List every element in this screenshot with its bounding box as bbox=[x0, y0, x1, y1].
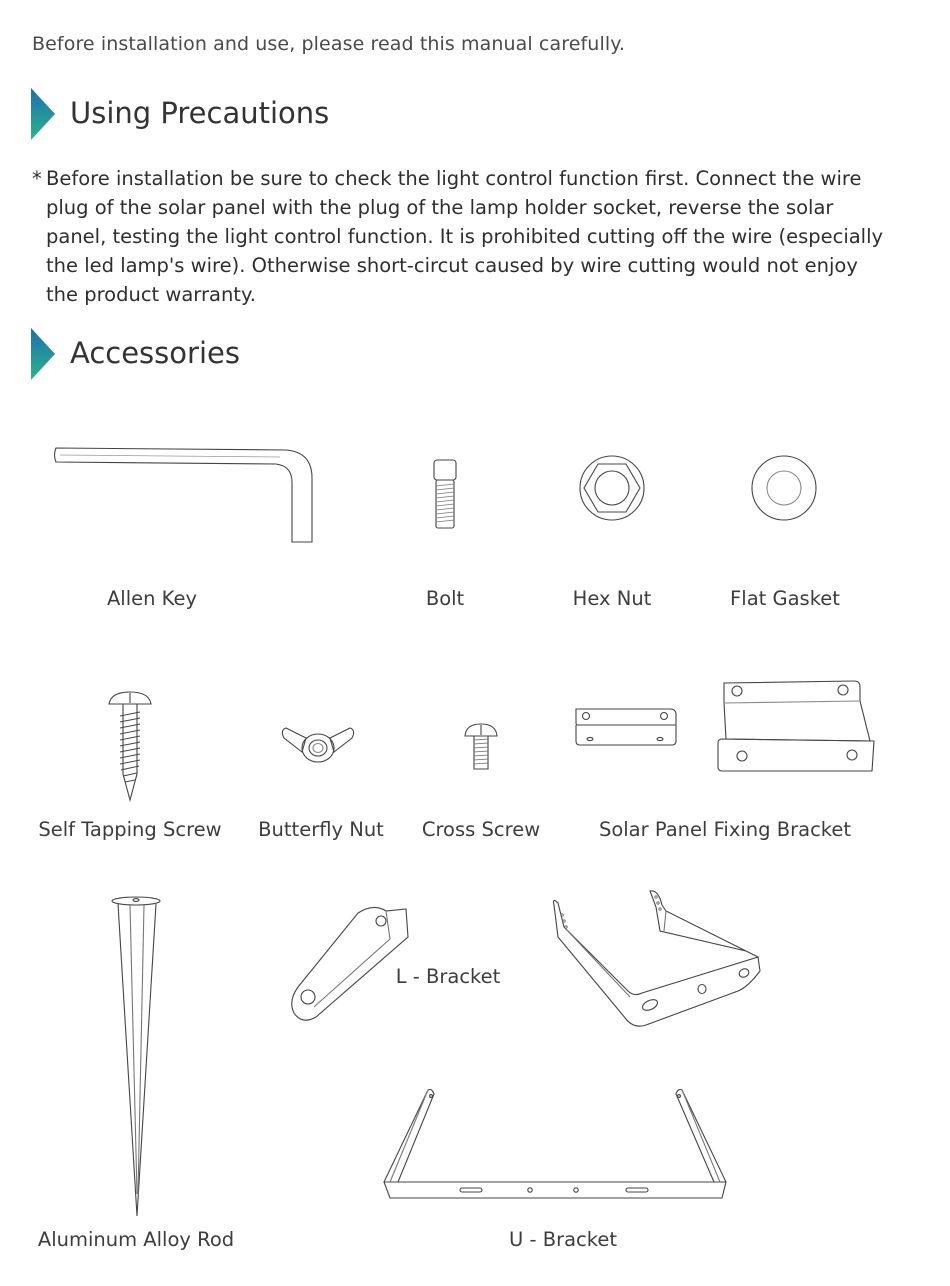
label-hex-nut: Hex Nut bbox=[572, 587, 652, 610]
cross-screw-icon bbox=[462, 722, 500, 772]
section-title-accessories: Accessories bbox=[70, 336, 240, 370]
label-u-bracket: U - Bracket bbox=[508, 1228, 618, 1251]
label-butterfly-nut: Butterfly Nut bbox=[258, 818, 384, 841]
butterfly-nut-icon bbox=[280, 724, 356, 768]
label-solar-panel-fixing-bracket: Solar Panel Fixing Bracket bbox=[598, 818, 852, 841]
small-fixing-bracket-icon bbox=[572, 705, 680, 749]
l-bracket-icon bbox=[286, 905, 412, 1027]
label-allen-key: Allen Key bbox=[106, 587, 198, 610]
note-bullet: * bbox=[32, 167, 42, 190]
intro-text: Before installation and use, please read this manual carefully. bbox=[32, 33, 625, 55]
hex-nut-icon bbox=[578, 454, 646, 522]
label-aluminum-alloy-rod: Aluminum Alloy Rod bbox=[37, 1228, 235, 1251]
label-self-tapping-screw: Self Tapping Screw bbox=[38, 818, 222, 841]
self-tapping-screw-icon bbox=[106, 690, 154, 802]
flat-gasket-icon bbox=[750, 454, 818, 522]
label-bolt: Bolt bbox=[425, 587, 465, 610]
u-bracket-3d-icon bbox=[548, 887, 766, 1033]
section-title-precautions: Using Precautions bbox=[70, 96, 330, 130]
aluminum-alloy-rod-icon bbox=[108, 894, 166, 1220]
u-bracket-front-icon bbox=[380, 1084, 732, 1202]
bolt-icon bbox=[430, 458, 460, 530]
label-l-bracket: L - Bracket bbox=[395, 965, 501, 988]
allen-key-icon bbox=[50, 444, 320, 548]
label-flat-gasket: Flat Gasket bbox=[730, 587, 840, 610]
section-marker-icon bbox=[31, 328, 55, 380]
section-marker-icon bbox=[31, 88, 55, 140]
note-text: Before installation be sure to check the light control function first. Connect the wire plug of the solar panel with the plug of the lamp holder socket, reverse the solar panel, testing the light control function. It is prohibited cutting off the wire (especially the led lamp's wire). Otherwise short-circut caused by wire cutting would not enjoy the product warranty. bbox=[46, 167, 884, 306]
label-cross-screw: Cross Screw bbox=[421, 818, 541, 841]
large-fixing-bracket-icon bbox=[716, 679, 880, 777]
